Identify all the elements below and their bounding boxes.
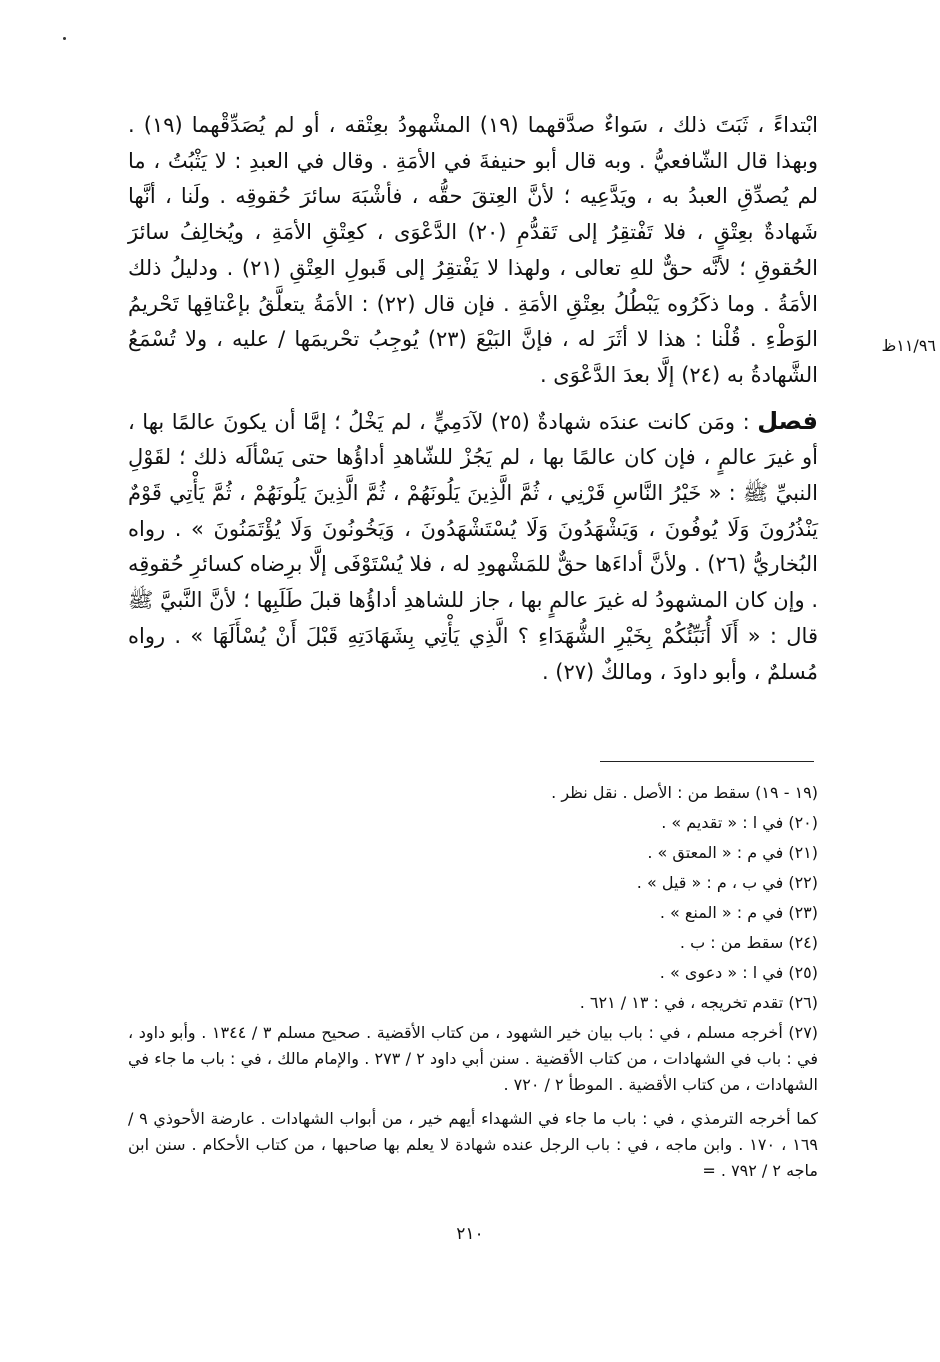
footnote-separator: [600, 761, 814, 762]
main-text: [128, 108, 818, 690]
page-number: ٢١٠: [456, 1224, 484, 1244]
footnotes: [128, 778, 818, 1184]
footnote-continuation: كما أخرجه الترمذي ، في : باب ما جاء في الشهداء أيهم خير ، من أبواب الشهادات . عارضة الأحوذي ٩ / ١٦٩ ، ١٧٠ . وابن ماجه ، في : باب الرجل عنده شهادة لا يعلم بها صاحبها ، من كتاب الأحكام . سنن ابن ماجه ٢ / ٧٩٢ . =: [128, 1109, 818, 1180]
footnote: (٢٥) في ا : « دعوى » .: [659, 963, 818, 982]
footnote: (٢٣) في م : « المنع » .: [659, 903, 818, 922]
section-paragraph: [128, 404, 818, 691]
footnote: (٢٢) في ب ، م : « قيل » .: [636, 873, 818, 892]
footnote: (٢٧) أخرجه مسلم ، في : باب بيان خير الشهود ، من كتاب الأقضية . صحيح مسلم ٣ / ١٣٤٤ . وأبو داود ، في : باب في الشهادات ، من كتاب الأقضية . سنن أبي داود ٢ / ٢٧٣ . والإمام مالك ، في : باب ما جاء في الشهادات ، من كتاب الأقضية . الموطأ ٢ / ٧٢٠ .: [128, 1023, 819, 1094]
footnote: (٢٠) في ا : « تقديم » .: [661, 813, 818, 832]
footnote: (٢٦) تقدم تخريجه ، في : ١٣ / ٦٢١ .: [579, 993, 818, 1012]
footnote: (٢٤) سقط من : ب .: [679, 933, 818, 952]
scan-speck: [63, 37, 66, 40]
footnote: (٢١) في م : « المعتق » .: [647, 843, 818, 862]
section-heading: فصل: [757, 406, 818, 435]
body-paragraph: ابْتداءً ، ثَبَتَ ذلك ، سَواءٌ صدَّقهما (١٩) المشْهودُ بعِتْقه ، أو لم يُصَدِّقْهما (١٩) . وبهذا قال الشّافعيُّ . وبه قال أبو حنيفةَ في الأمَةِ . وقال في العبدِ : لا يَثْبُتُ ، ما لم يُصدِّقِ العبدُ به ، ويَدَّعِيه ؛ لأنَّ العِتقَ حقُّه ، فأشْبَهَ سائرَ حُقوقِه . ولَنا ، أنَّها شَهادةٌ بعِتْقٍ ، فلا تَفْتقِرُ إلى تَقدُّمِ (٢٠) الدَّعْوَى ، كعِتْقِ الأمَةِ ، ويُخالِفُ سائرَ الحُقوقِ ؛ لأنَّه حقٌّ للهِ تعالى ، ولهذا لا يَفْتقِرُ إلى قَبولِ العِتْقِ (٢١) . ودليلُ ذلك الأمَةُ . وما ذكَرُوه يَبْطُلُ بعِتْقِ الأمَةِ . فإن قال (٢٢) : الأمَةُ يتعلَّقُ بإعْتاقِها تَحْريمُ الوَطْءِ . قُلْنا : هذا لا أثَرَ له ، فإنَّ البَيْعَ (٢٣) يُوجِبُ تحْريمَها / عليه ، ولا تُسْمَعُ الشَّهادةُ به (٢٤) إلَّا بعدَ الدَّعْوَى .: [128, 113, 818, 387]
footnote: (١٩ - ١٩) سقط من : الأصل . نقل نظر .: [551, 783, 818, 802]
margin-folio-reference: ١١/٩٦ظ: [881, 336, 936, 355]
section-text: : ومَن كانت عندَه شهادةٌ (٢٥) لآدَمِيٍّ ، لم يَخْلُ ؛ إمَّا أن يكونَ عالمًا بها ، أو غيرَ عالمٍ ، فإن كان عالمًا بها ، لم يَجُزْ للشّاهدِ أداؤُها حتى يَسْألَه ذلك ؛ لقَوْلِ النبيِّ ﷺ : « خَيْرُ النَّاسِ قَرْنِي ، ثُمَّ الَّذِينَ يَلُونَهُمْ ، ثُمَّ الَّذِينَ يَلُونَهُمْ ، ثُمَّ يَأْتِي قَوْمٌ يَنْذُرُونَ وَلَا يُوفُونَ ، وَيَشْهَدُونَ وَلَا يُسْتَشْهَدُونَ ، وَيَخُونُونَ وَلَا يُؤْتَمَنُونَ » . رواه البُخاريُّ (٢٦) . ولأنَّ أداءَها حقٌّ للمَشْهودِ له ، فلا يُسْتَوْفَى إلَّا برِضاه كسائرِ حُقوقِه . وإن كان المشهودُ له غيرَ عالمٍ بها ، جاز للشاهدِ أداؤُها قبلَ طَلَبِها ؛ لأنَّ النَّبيَّ ﷺ قال : « أَلَا أُنَبِّئُكُمْ بِخَيْرِ الشُّهَدَاءِ ؟ الَّذِي يَأْتِي بِشَهَادَتِهِ قَبْلَ أَنْ يُسْأَلَهَا » . رواه مُسلمٌ ، وأبو داودَ ، ومالكٌ (٢٧) .: [128, 409, 818, 684]
